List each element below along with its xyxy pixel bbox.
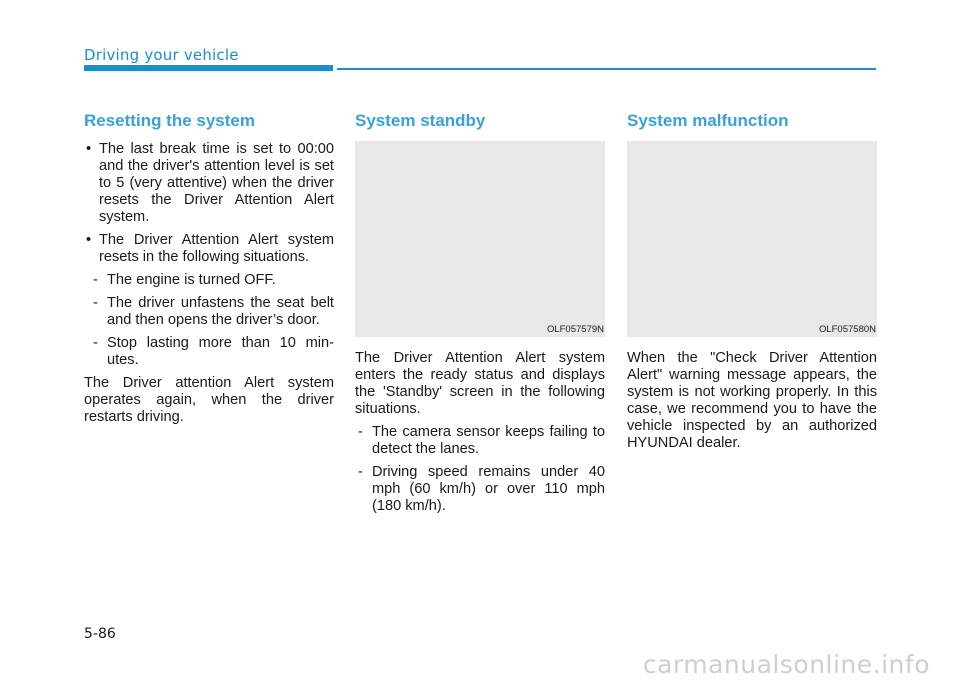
header-rule-thick [84, 65, 333, 71]
page-number: 5-86 [84, 626, 116, 642]
column-standby [355, 111, 605, 521]
malfunction-paragraph: When the "Check Driver Attention Alert" warning message appears, the system is not working properly. In this case, we recommend you to have the vehicle inspected by an authorized HYUNDAI dealer. [627, 350, 877, 451]
list-item: - The engine is turned OFF. [90, 272, 334, 289]
bullet-list [84, 141, 334, 266]
section-title: Driving your vehicle [84, 46, 239, 64]
list-item: - Stop lasting more than 10 min-utes. [90, 335, 334, 369]
list-item: - Driving speed remains under 40 mph (60 km/h) or over 110 mph (180 km/h). [355, 464, 605, 515]
heading-malfunction: System malfunction [627, 111, 789, 130]
header-rule-thin [337, 68, 876, 70]
column-malfunction [627, 111, 877, 452]
list-item: - The camera sensor keeps failing to detect the lanes. [355, 424, 605, 458]
figure-code: OLF057580N [818, 324, 876, 335]
figure-standby [355, 141, 605, 337]
standby-paragraph: The Driver Attention Alert system enters the ready status and displays the 'Standby' screen in the following situations. [355, 350, 605, 417]
dash-list [90, 272, 334, 369]
figure-code: OLF057579N [546, 324, 604, 335]
dash-list [355, 424, 605, 515]
list-item: - The driver unfastens the seat belt and then opens the driver’s door. [90, 295, 334, 329]
list-item: • The last break time is set to 00:00 and the driver's attention level is set to 5 (very attentive) when the driver resets the Driver Attention Alert system. [84, 141, 334, 226]
heading-resetting: Resetting the system [84, 111, 255, 130]
heading-standby: System standby [355, 111, 486, 130]
watermark: carmanualsonline.info [642, 650, 930, 679]
column-resetting [84, 111, 334, 426]
closing-paragraph: The Driver attention Alert system operates again, when the driver restarts driving. [84, 375, 334, 425]
figure-malfunction [627, 141, 877, 337]
list-item: • The Driver Attention Alert system resets in the following situations. [84, 232, 334, 266]
